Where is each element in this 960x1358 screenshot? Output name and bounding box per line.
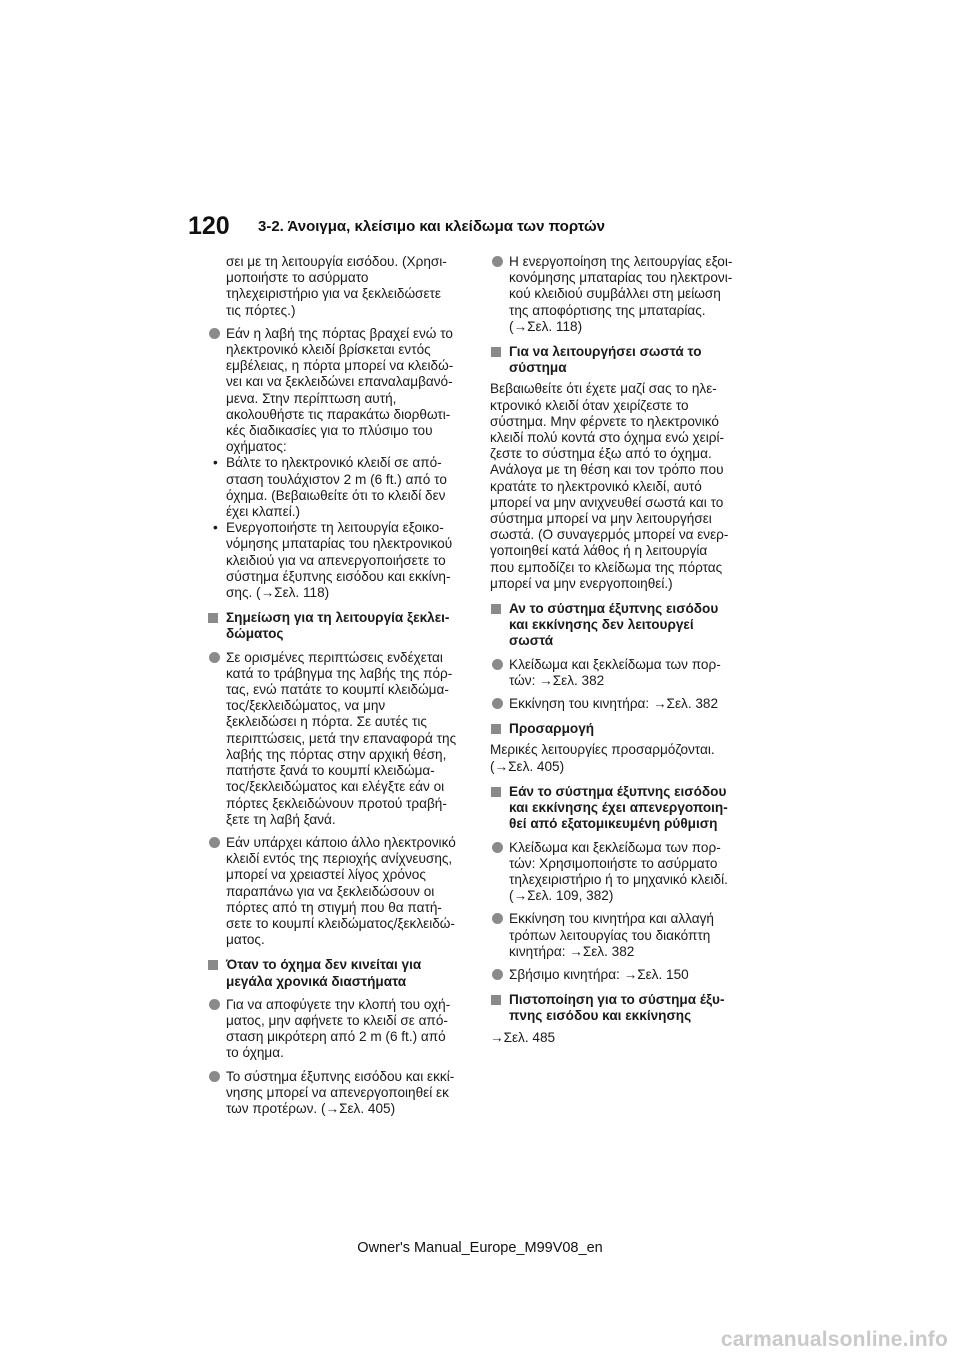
text-line: Εάν υπάρχει κάποιο άλλο ηλεκτρονικό bbox=[226, 834, 456, 850]
bullet-deactivate bbox=[207, 1069, 471, 1118]
page-number: 120 bbox=[188, 212, 230, 240]
text-line: τις πόρτες.) bbox=[226, 302, 296, 318]
section-square-icon bbox=[491, 347, 501, 357]
text-line: Για να λειτουργήσει σωστά το bbox=[509, 344, 702, 360]
text-line: παραπάνω για να ξεκλειδώσουν οι bbox=[226, 883, 435, 899]
bullet-text bbox=[509, 657, 754, 689]
text-line: μοποιήστε το ασύρματο bbox=[226, 270, 369, 286]
text-line: πόρτες ξεκλειδώνουν προτού τραβή- bbox=[226, 795, 447, 811]
footer-manual-id: Owner's Manual_Europe_M99V08_en bbox=[357, 1240, 603, 1256]
bullet-icon bbox=[209, 999, 220, 1010]
text-line: Εάν το σύστημα έξυπνης εισόδου bbox=[509, 783, 727, 799]
heading-text bbox=[509, 784, 754, 833]
bullet-wet-handle bbox=[207, 326, 471, 456]
text-line: Ενεργοποιήστε τη λειτουργία εξοικο- bbox=[226, 520, 444, 536]
text-line: πατήστε ξανά το κουμπί κλειδώμα- bbox=[226, 763, 435, 779]
heading-unlock-note bbox=[207, 610, 471, 642]
text-line: οχήματος: bbox=[226, 439, 287, 455]
text-line: σύστημα έξυπνης εισόδου και εκκίνη- bbox=[226, 568, 451, 584]
heading-text bbox=[509, 992, 754, 1024]
text-line: πνης εισόδου και εκκίνησης bbox=[509, 1008, 692, 1024]
bullet-text bbox=[509, 911, 754, 960]
sub-bullet-text bbox=[226, 455, 471, 520]
bullet-icon bbox=[492, 698, 503, 709]
sub-bullet-icon: • bbox=[213, 520, 218, 536]
text-line: Κλείδωμα και ξεκλείδωμα των πορ- bbox=[509, 839, 721, 855]
text-line: τών: Χρησιμοποιήστε το ασύρματο bbox=[509, 855, 718, 871]
bullet-icon bbox=[492, 256, 503, 267]
text-line: Μερικές λειτουργίες προσαρμόζονται. bbox=[490, 742, 715, 758]
text-line: νει και να ξεκλειδώνει επαναλαμβανό- bbox=[226, 374, 453, 390]
text-line: σύστημα bbox=[509, 360, 567, 376]
text-line: Εκκίνηση του κινητήρα: →Σελ. 382 bbox=[509, 696, 719, 712]
text-line: σταση τουλάχιστον 2 m (6 ft.) από το bbox=[226, 471, 447, 487]
bullet-icon bbox=[209, 837, 220, 848]
bullet-lock-unlock-mechanical bbox=[490, 840, 754, 905]
text-line: κτρονικό κλειδί όταν χειρίζεστε το bbox=[490, 397, 689, 413]
paragraph-certification-ref bbox=[490, 1030, 754, 1046]
text-line: Εάν η λαβή της πόρτας βραχεί ενώ το bbox=[226, 325, 453, 341]
text-line: σης. (→Σελ. 118) bbox=[226, 585, 330, 601]
text-line: νόμησης μπαταρίας του ηλεκτρονικού bbox=[226, 536, 453, 552]
bullet-text bbox=[226, 997, 471, 1062]
bullet-unlock-fail bbox=[207, 650, 471, 828]
text-line: κές διαδικασίες για το πλύσιμο του bbox=[226, 423, 433, 439]
text-line: (→Σελ. 118) bbox=[509, 318, 583, 334]
heading-text bbox=[226, 957, 471, 989]
text-line: τρόπων λειτουργίας του διακόπτη bbox=[509, 927, 711, 943]
heading-text bbox=[226, 610, 471, 642]
bullet-engine-mode bbox=[490, 911, 754, 960]
watermark: carmanualsonline.info bbox=[720, 1328, 948, 1351]
text-line: σταση μικρότερη από 2 m (6 ft.) από bbox=[226, 1029, 446, 1045]
text-line: κονόμησης μπαταρίας του ηλεκτρονι- bbox=[509, 270, 733, 286]
section-square-icon bbox=[208, 960, 218, 970]
section-title: 3-2. Άνοιγμα, κλείσιμο και κλείδωμα των πορτών bbox=[258, 218, 605, 235]
bullet-text bbox=[226, 835, 471, 948]
bullet-icon bbox=[492, 969, 503, 980]
text-line: τηλεχειριστήριο για να ξεκλειδώσετε bbox=[226, 286, 441, 302]
bullet-engine-stop bbox=[490, 967, 754, 983]
paragraph-customization bbox=[490, 742, 754, 774]
text-line: μπορεί να μην ανιχνευθεί σωστά και το bbox=[490, 494, 724, 510]
text-line: τηλεχειριστήριο ή το μηχανικό κλειδί. bbox=[509, 871, 728, 887]
section-square-icon bbox=[208, 613, 218, 623]
text-line: Η ενεργοποίηση της λειτουργίας εξοι- bbox=[509, 254, 733, 269]
text-line: Σε ορισμένες περιπτώσεις ενδέχεται bbox=[226, 649, 443, 665]
text-line: Προσαρμογή bbox=[509, 721, 595, 737]
text-line: Το σύστημα έξυπνης εισόδου και εκκί- bbox=[226, 1068, 455, 1084]
text-line: το όχημα. bbox=[226, 1045, 284, 1061]
text-line: σύστημα μπορεί να μην λειτουργήσει bbox=[490, 511, 712, 527]
text-line: ηλεκτρονικό κλειδί βρίσκεται εντός bbox=[226, 342, 431, 358]
section-square-icon bbox=[491, 787, 501, 797]
text-line: ματος. bbox=[226, 932, 265, 948]
text-line: Σημείωση για τη λειτουργία ξεκλει- bbox=[226, 610, 450, 626]
text-line: σωστά bbox=[509, 633, 554, 649]
text-line: κλειδιού για να απενεργοποιήσετε το bbox=[226, 552, 446, 568]
bullet-lock-unlock bbox=[490, 657, 754, 689]
text-line: →Σελ. 485 bbox=[490, 1029, 556, 1045]
text-line: κλειδί εντός της περιοχής ανίχνευσης, bbox=[226, 851, 453, 867]
text-line: ξεκλειδώσει η πόρτα. Σε αυτές τις bbox=[226, 714, 427, 730]
text-line: κρατάτε το ηλεκτρονικό κλειδί, αυτό bbox=[490, 478, 702, 494]
bullet-theft bbox=[207, 997, 471, 1062]
heading-not-working bbox=[490, 601, 754, 650]
text-line: σωστά. (Ο συναγερμός μπορεί να ενερ- bbox=[490, 527, 729, 543]
text-line: Εκκίνηση του κινητήρα και αλλαγή bbox=[509, 911, 714, 927]
sub-bullet-battery-saving bbox=[207, 520, 471, 601]
text-line: σύστημα. Μην φέρνετε το ηλεκτρονικό bbox=[490, 413, 719, 429]
heading-long-idle bbox=[207, 957, 471, 989]
text-line: ξετε τη λαβή ξανά. bbox=[226, 811, 336, 827]
heading-text bbox=[509, 601, 754, 650]
heading-deactivated-custom bbox=[490, 784, 754, 833]
text-line: ματος, μην αφήνετε το κλειδί σε από- bbox=[226, 1012, 448, 1028]
heading-text bbox=[509, 721, 754, 737]
continued-text bbox=[207, 254, 471, 319]
text-line: των προτέρων. (→Σελ. 405) bbox=[226, 1100, 396, 1116]
bullet-text bbox=[226, 650, 471, 828]
text-line: γοποιηθεί κατά λάθος ή η λειτουργία bbox=[490, 543, 708, 559]
text-line: που εμποδίζει το κλείδωμα της πόρτας bbox=[490, 559, 723, 575]
text-line: εμβέλειας, η πόρτα μπορεί να κλειδώ- bbox=[226, 358, 454, 374]
text-line: δώματος bbox=[226, 626, 284, 642]
bullet-battery-saving bbox=[490, 254, 754, 335]
heading-certification bbox=[490, 992, 754, 1024]
bullet-text bbox=[509, 840, 754, 905]
sub-bullet-distance bbox=[207, 455, 471, 520]
text-line: τος/ξεκλειδώματος και ελέγξτε εάν οι bbox=[226, 779, 445, 795]
text-line: μενα. Στην περίπτωση αυτή, bbox=[226, 390, 397, 406]
bullet-text bbox=[509, 254, 754, 335]
text-line: μπορεί να χρειαστεί λίγος χρόνος bbox=[226, 867, 426, 883]
bullet-icon bbox=[209, 652, 220, 663]
heading-text bbox=[509, 344, 754, 376]
text-line: τος/ξεκλειδώματος, να μην bbox=[226, 698, 386, 714]
right-column bbox=[490, 254, 754, 1046]
bullet-icon bbox=[209, 1071, 220, 1082]
text-line: σετε το κουμπί κλειδώματος/ξεκλειδώ- bbox=[226, 915, 455, 931]
text-line: Σβήσιμο κινητήρα: →Σελ. 150 bbox=[509, 966, 689, 982]
text-line: Βάλτε το ηλεκτρονικό κλειδί σε από- bbox=[226, 455, 442, 471]
text-line: ζεστε το σύστημα έξω από το όχημα. bbox=[490, 446, 712, 462]
text-line: (→Σελ. 109, 382) bbox=[509, 888, 614, 904]
text-line: λαβής της πόρτας στην αρχική θέση, bbox=[226, 746, 447, 762]
text-line: έχει κλαπεί.) bbox=[226, 504, 301, 520]
bullet-text bbox=[226, 1069, 471, 1118]
text-line: και εκκίνησης δεν λειτουργεί bbox=[509, 617, 694, 633]
text-line: σει με τη λειτουργία εισόδου. (Χρησι- bbox=[226, 254, 447, 269]
text-line: Πιστοποίηση για το σύστημα έξυ- bbox=[509, 992, 725, 1008]
text-line: πόρτες από τη στιγμή που θα πατή- bbox=[226, 899, 442, 915]
text-line: νησης μπορεί να απενεργοποιηθεί εκ bbox=[226, 1084, 449, 1100]
bullet-icon bbox=[492, 842, 503, 853]
section-square-icon bbox=[491, 724, 501, 734]
text-line: περιπτώσεις, μετά την επαναφορά της bbox=[226, 730, 457, 746]
text-line: Όταν το όχημα δεν κινείται για bbox=[226, 957, 422, 973]
text-line: κινητήρα: →Σελ. 382 bbox=[509, 943, 635, 959]
bullet-other-key bbox=[207, 835, 471, 948]
bullet-icon bbox=[492, 913, 503, 924]
text-line: Βεβαιωθείτε ότι έχετε μαζί σας το ηλε- bbox=[490, 381, 717, 397]
bullet-icon bbox=[209, 328, 220, 339]
text-line: κού κλειδιού συμβάλλει στη μείωση bbox=[509, 286, 721, 302]
bullet-icon bbox=[492, 659, 503, 670]
text-line: όχημα. (Βεβαιωθείτε ότι το κλειδί δεν bbox=[226, 487, 446, 503]
text-line: μπορεί να μην ενεργοποιηθεί.) bbox=[490, 575, 673, 591]
text-line: τας, ενώ πατάτε το κουμπί κλειδώμα- bbox=[226, 682, 449, 698]
text-line: μεγάλα χρονικά διαστήματα bbox=[226, 973, 407, 989]
bullet-text bbox=[226, 326, 471, 456]
text-line: θεί από εξατομικευμένη ρύθμιση bbox=[509, 816, 718, 832]
text-line: της αποφόρτισης της μπαταρίας. bbox=[509, 302, 706, 318]
bullet-text bbox=[509, 696, 754, 712]
text-line: Ανάλογα με τη θέση και τον τρόπο που bbox=[490, 462, 724, 478]
text-line: Για να αποφύγετε την κλοπή του οχή- bbox=[226, 996, 451, 1012]
heading-correct-operation bbox=[490, 344, 754, 376]
sub-bullet-icon: • bbox=[213, 455, 218, 471]
sub-bullet-text bbox=[226, 520, 471, 601]
text-line: τών: →Σελ. 382 bbox=[509, 672, 605, 688]
paragraph-carry-key bbox=[490, 381, 754, 592]
section-square-icon bbox=[491, 995, 501, 1005]
heading-customization bbox=[490, 721, 754, 737]
section-square-icon bbox=[491, 604, 501, 614]
left-column bbox=[207, 254, 471, 1117]
text-line: κλειδί πολύ κοντά στο όχημα ενώ χειρί- bbox=[490, 430, 725, 446]
bullet-engine-start bbox=[490, 696, 754, 712]
text-line: Αν το σύστημα έξυπνης εισόδου bbox=[509, 601, 719, 617]
text-line: κατά το τράβηγμα της λαβής της πόρ- bbox=[226, 665, 453, 681]
text-line: Κλείδωμα και ξεκλείδωμα των πορ- bbox=[509, 656, 721, 672]
text-line: ακολουθήστε τις παρακάτω διορθωτι- bbox=[226, 406, 451, 422]
bullet-text bbox=[509, 967, 754, 983]
text-line: (→Σελ. 405) bbox=[490, 758, 565, 774]
text-line: και εκκίνησης έχει απενεργοποιη- bbox=[509, 800, 728, 816]
